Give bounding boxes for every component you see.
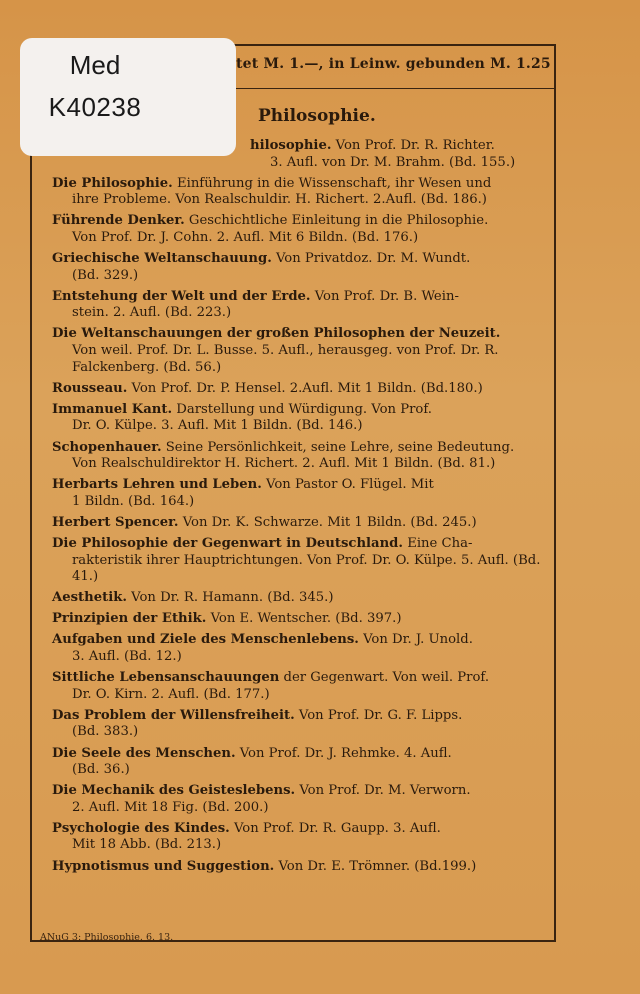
- footer-note: ANuG 3: Philosophie. 6. 13.: [40, 932, 174, 943]
- entry-author: Von Prof. Dr. J. Rehmke. 4. Aufl.: [235, 745, 452, 761]
- entry-details: (Bd. 329.): [72, 267, 139, 283]
- entry-author: Von Privatdoz. Dr. M. Wundt.: [271, 251, 471, 267]
- list-item: [52, 402, 548, 435]
- entry-author: Von Prof. Dr. G. F. Lipps.: [294, 707, 463, 723]
- entry-details: ihre Probleme. Von Realschuldir. H. Richert. 2.Aufl. (Bd. 186.): [72, 192, 487, 208]
- entry-author: Darstellung und Würdigung. Von Prof.: [172, 401, 432, 417]
- list-item: [52, 821, 548, 854]
- list-item: [52, 326, 548, 376]
- entry-details: 3. Aufl. (Bd. 12.): [72, 649, 182, 665]
- list-item: [52, 440, 548, 473]
- entry-details: Mit 18 Abb. (Bd. 213.): [72, 837, 222, 853]
- list-item: [52, 708, 548, 741]
- entry-title: hilosophie.: [250, 138, 332, 153]
- entry-title: Aufgaben und Ziele des Menschenlebens.: [52, 632, 359, 648]
- entry-list: [52, 138, 548, 880]
- list-item: [52, 477, 548, 510]
- entry-title: Führende Denker.: [52, 213, 185, 229]
- entry-details: 2. Aufl. Mit 18 Fig. (Bd. 200.): [72, 799, 269, 815]
- entry-details: Von Realschuldirektor H. Richert. 2. Aufl. Mit 1 Bildn. (Bd. 81.): [72, 456, 496, 472]
- entry-author: Von Dr. J. Unold.: [358, 632, 473, 648]
- entry-details: (Bd. 36.): [72, 762, 130, 778]
- entry-title: Entstehung der Welt und der Erde.: [52, 288, 311, 304]
- entry-title: Sittliche Lebensanschauungen: [52, 670, 280, 686]
- entry-author: Von Pastor O. Flügel. Mit: [261, 477, 434, 493]
- entry-title: Hypnotismus und Suggestion.: [52, 858, 275, 874]
- list-item: [52, 859, 548, 876]
- entry-title: Die Weltanschauungen der großen Philosophen der Neuzeit.: [52, 326, 501, 342]
- entry-details: (Bd. 383.): [72, 724, 139, 740]
- entry-details: Dr. O. Kirn. 2. Aufl. (Bd. 177.): [72, 686, 270, 702]
- list-item: [52, 176, 548, 209]
- entry-title: Herbert Spencer.: [52, 514, 179, 530]
- entry-author: Seine Persönlichkeit, seine Lehre, seine Bedeutung.: [161, 439, 515, 455]
- entry-title: Schopenhauer.: [52, 439, 162, 455]
- entry-author: Einführung in die Wissenschaft, ihr Wesen und: [172, 175, 492, 191]
- entry-author: Eine Cha-: [403, 535, 473, 551]
- list-item: [52, 536, 548, 586]
- entry-author: Von E. Wentscher. (Bd. 397.): [206, 611, 402, 627]
- entry-details: Von weil. Prof. Dr. L. Busse. 5. Aufl., herausgeg. von Prof. Dr. R. Falckenberg. (Bd. 56.): [72, 343, 499, 375]
- entry-details: rakteristik ihrer Hauptrichtungen. Von Prof. Dr. O. Külpe. 5. Aufl. (Bd. 41.): [72, 552, 541, 585]
- entry-author: Geschichtliche Einleitung in die Philosophie.: [184, 213, 489, 229]
- entry-details: Dr. O. Külpe. 3. Aufl. Mit 1 Bildn. (Bd. 146.): [72, 418, 363, 434]
- entry-title: Immanuel Kant.: [52, 401, 173, 417]
- entry-author: Von Dr. E. Trömner. (Bd.199.): [274, 858, 477, 874]
- entry-title: Das Problem der Willensfreiheit.: [52, 707, 295, 723]
- list-item: [52, 289, 548, 322]
- entry-details: 1 Bildn. (Bd. 164.): [72, 493, 195, 509]
- list-item: [52, 670, 548, 703]
- entry-title: Psychologie des Kindes.: [52, 820, 230, 836]
- entry-title: Die Mechanik des Geisteslebens.: [52, 783, 296, 799]
- list-item: [52, 515, 548, 532]
- label-line2: K40238: [48, 92, 142, 122]
- entry-title: Herbarts Lehren und Leben.: [52, 477, 262, 493]
- entry-author: der Gegenwart. Von weil. Prof.: [279, 670, 490, 686]
- list-item: [52, 783, 548, 816]
- entry-details: Von Prof. Dr. J. Cohn. 2. Aufl. Mit 6 Bildn. (Bd. 176.): [72, 229, 419, 245]
- list-item: [52, 381, 548, 398]
- entry-author: Von Prof. Dr. R. Richter.: [331, 138, 495, 153]
- list-item: [52, 251, 548, 284]
- entry-author: Von Prof. Dr. R. Gaupp. 3. Aufl.: [229, 820, 441, 836]
- entry-title: Die Seele des Menschen.: [52, 745, 236, 761]
- entry-title: Aesthetik.: [52, 590, 127, 606]
- entry-author: Von Prof. Dr. P. Hensel. 2.Aufl. Mit 1 Bildn. (Bd.180.): [127, 380, 483, 396]
- entry-details: stein. 2. Aufl. (Bd. 223.): [72, 305, 232, 321]
- entry-title: Griechische Weltanschauung.: [52, 251, 272, 267]
- entry-details: 3. Aufl. von Dr. M. Brahm. (Bd. 155.): [270, 154, 516, 170]
- entry-title: Die Philosophie der Gegenwart in Deutschland.: [52, 535, 403, 551]
- list-item: [52, 590, 548, 607]
- entry-title: Die Philosophie.: [52, 175, 173, 191]
- list-item: [52, 611, 548, 628]
- list-item: [52, 213, 548, 246]
- entry-title: Prinzipien der Ethik.: [52, 611, 207, 627]
- entry-title: Rousseau.: [52, 380, 128, 396]
- entry-author: Von Prof. Dr. M. Verworn.: [295, 783, 471, 799]
- price-header: tet M. 1.—, in Leinw. gebunden M. 1.25: [236, 56, 551, 72]
- section-title: Philosophie.: [258, 106, 376, 126]
- label-line1: Med: [69, 50, 121, 80]
- list-item: [52, 746, 548, 779]
- entry-author: Von Dr. K. Schwarze. Mit 1 Bildn. (Bd. 245.): [178, 514, 477, 530]
- list-item: [52, 632, 548, 665]
- catalog-label: [20, 38, 236, 156]
- entry-author: Von Dr. R. Hamann. (Bd. 345.): [126, 590, 334, 606]
- entry-author: Von Prof. Dr. B. Wein-: [310, 288, 459, 304]
